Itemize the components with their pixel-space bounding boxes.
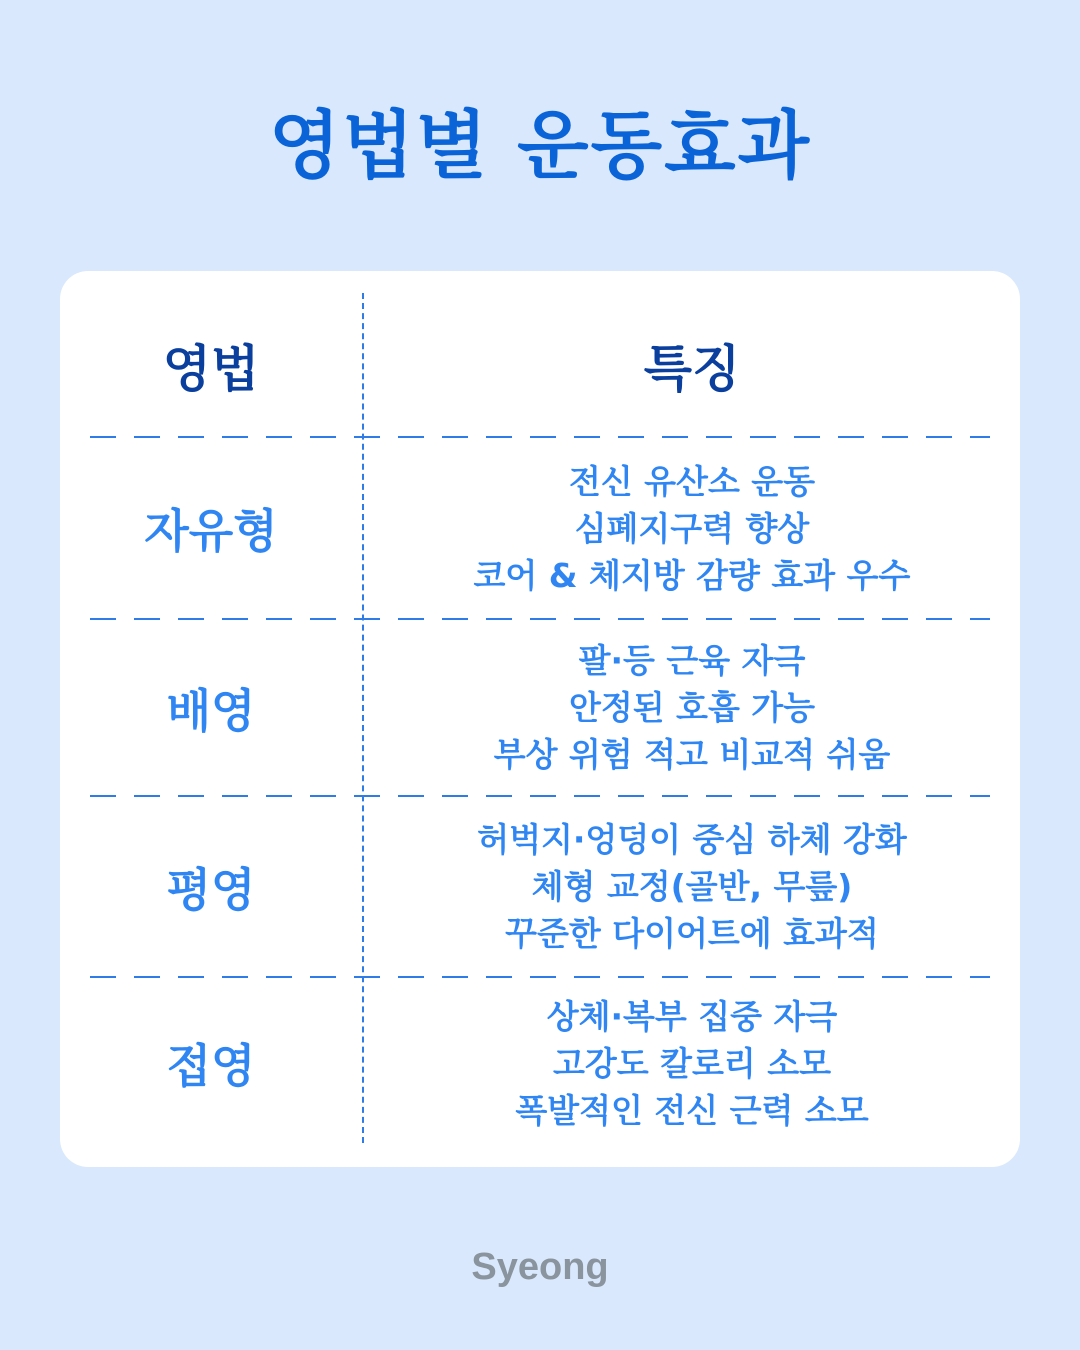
stroke-name: 배영	[166, 683, 256, 738]
stroke-name: 접영	[166, 1039, 256, 1093]
feature-item: 꾸준한 다이어트에 효과적	[505, 914, 879, 953]
feature-list	[364, 978, 1020, 1148]
feature-item: 허벅지·엉덩이 중심 하체 강화	[477, 820, 907, 859]
feature-list	[364, 797, 1020, 976]
feature-item: 팔·등 근육 자극	[578, 641, 806, 680]
feature-item: 안정된 호흡 가능	[568, 688, 816, 727]
feature-list	[364, 620, 1020, 795]
feature-item: 코어 & 체지방 감량 효과 우수	[473, 555, 911, 595]
feature-item: 상체·복부 집중 자극	[546, 996, 838, 1036]
feature-item: 전신 유산소 운동	[568, 461, 816, 501]
stroke-name: 자유형	[144, 504, 278, 558]
page-title: 영법별 운동효과	[268, 103, 812, 189]
stroke-name: 평영	[166, 862, 256, 917]
comparison-table	[60, 271, 1020, 1167]
feature-item: 고강도 칼로리 소모	[552, 1043, 831, 1083]
feature-item: 폭발적인 전신 근력 소모	[515, 1090, 869, 1130]
header-features: 특징	[643, 340, 741, 398]
feature-item: 부상 위험 적고 비교적 쉬움	[493, 735, 891, 774]
header-stroke: 영법	[162, 340, 260, 398]
feature-list	[364, 438, 1020, 618]
feature-item: 심폐지구력 향상	[574, 508, 810, 548]
feature-item: 체형 교정(골반, 무릎)	[531, 867, 853, 906]
brand-footer: Syeong	[471, 1246, 609, 1288]
